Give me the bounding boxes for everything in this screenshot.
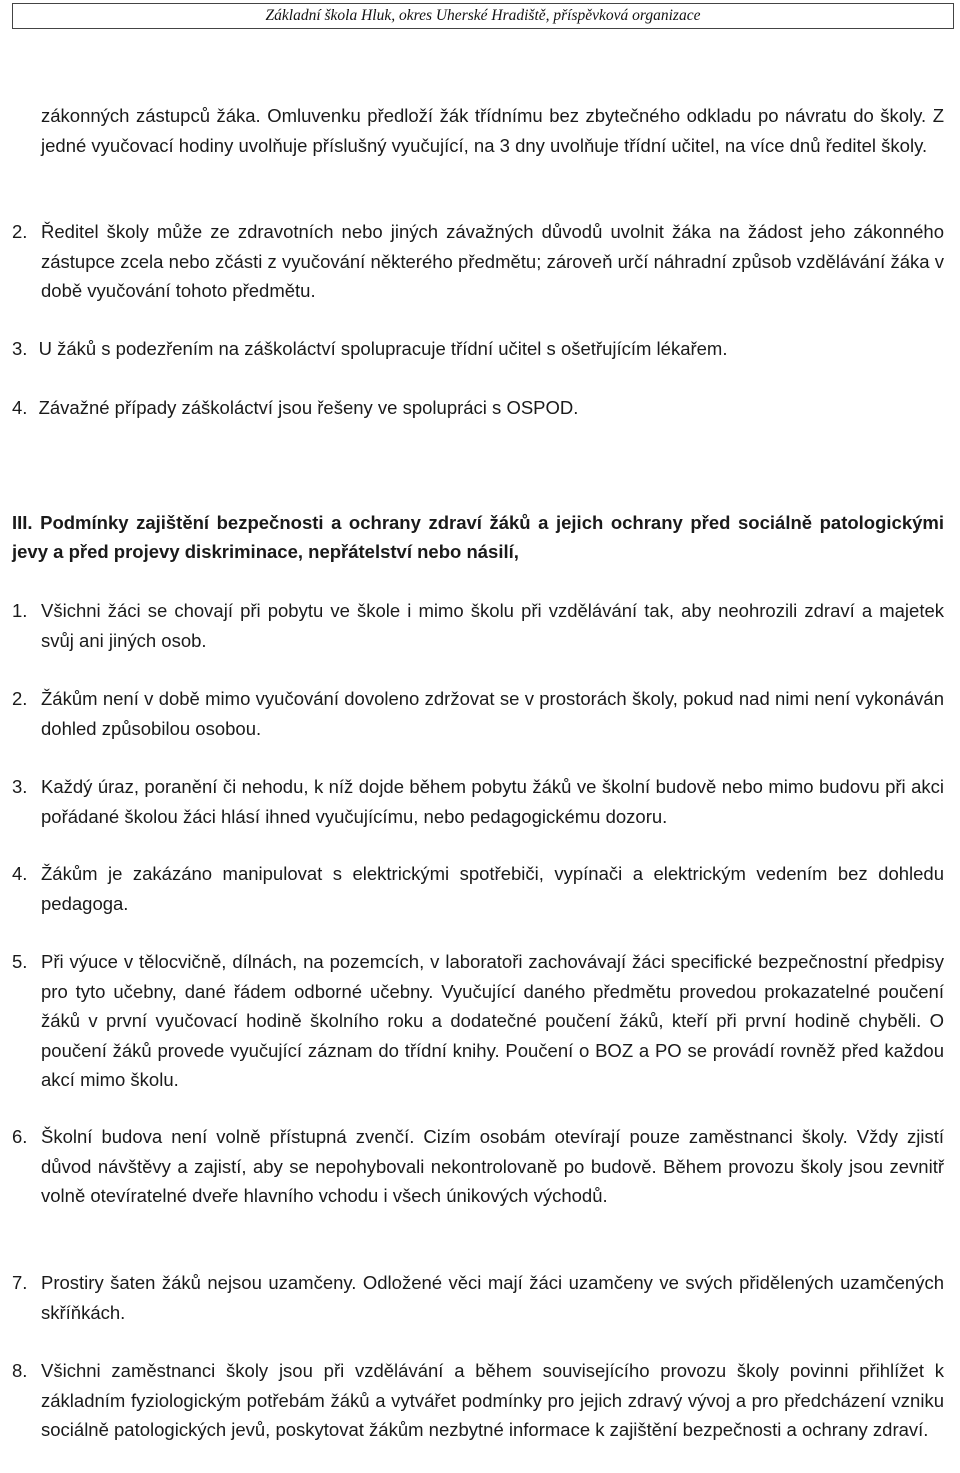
item-body: Ředitel školy může ze zdravotních nebo jiných závažných důvodů uvolnit žáka na žádost jeho zákonného zástupce zcela nebo zčásti z vyučování některého předmětu; zároveň určí náhradní způsob vzdělávání žáka v době vyučování tohoto předmětu.: [41, 221, 944, 301]
section-heading: III. Podmínky zajištění bezpečnosti a ochrany zdraví žáků a jejich ochrany před sociálně patologickými jevy a před projevy diskriminace, nepřátelství nebo násilí,: [12, 512, 944, 562]
list-item: [12, 393, 944, 423]
item-number: 6.: [12, 1126, 28, 1147]
document-header: [12, 3, 954, 29]
item-number: 5.: [12, 951, 28, 972]
item-number: 4.: [12, 397, 28, 418]
item-body: Všichni žáci se chovají při pobytu ve škole i mimo školu při vzdělávání tak, aby neohrozili zdraví a majetek svůj ani jiných osob.: [41, 600, 944, 651]
item-body: Každý úraz, poranění či nehodu, k níž dojde během pobytu žáků ve školní budově nebo mimo budovu při akci pořádané školou žáci hlásí ihned vyučujícímu, nebo pedagogickému dozoru.: [41, 776, 944, 827]
list-item: [12, 1268, 944, 1327]
header-title: Základní škola Hluk, okres Uherské Hradiště, příspěvková organizace: [265, 7, 701, 24]
item-body: U žáků s podezřením na záškoláctví spolupracuje třídní učitel s ošetřujícím lékařem.: [38, 338, 728, 359]
item-body: Při výuce v tělocvičně, dílnách, na pozemcích, v laboratoři zachovávají žáci specifické bezpečnostní předpisy pro tyto učebny, dané řádem odborné učebny. Vyučující daného předmětu provedou prokazatelné poučení žáků v první vyučovací hodině školního roku a dodatečné poučení žáků, kteří při první hodině chyběli. O poučení žáků provede vyučující záznam do třídní knihy. Poučení o BOZ a PO se provádí rovněž před každou akcí mimo školu.: [41, 951, 944, 1090]
item-number: 7.: [12, 1272, 28, 1293]
list-item: [12, 334, 944, 364]
list-item: [12, 947, 944, 1095]
list-item: [12, 859, 944, 918]
item-number: 3.: [12, 776, 28, 797]
list-item: [12, 1122, 944, 1211]
list-item: [12, 596, 944, 655]
list-item: [12, 684, 944, 743]
item-number: 4.: [12, 863, 28, 884]
item-body: Žákům je zakázáno manipulovat s elektrickými spotřebiči, vypínači a elektrickým vedením bez dohledu pedagoga.: [41, 863, 944, 914]
item-text: [12, 217, 944, 306]
item-number: 2.: [12, 221, 28, 242]
item-body: Žákům není v době mimo vyučování dovoleno zdržovat se v prostorách školy, pokud nad nimi není vykonáván dohled způsobilou osobou.: [41, 688, 944, 739]
list-item: [12, 1356, 944, 1445]
list-item: [12, 772, 944, 831]
continuation-paragraph: zákonných zástupců žáka. Omluvenku předloží žák třídnímu bez zbytečného odkladu po návratu do školy. Z jedné vyučovací hodiny uvolňuje příslušný vyučující, na 3 dny uvolňuje třídní učitel, na více dnů ředitel školy.: [41, 105, 944, 156]
item-body: Závažné případy záškoláctví jsou řešeny ve spolupráci s OSPOD.: [38, 397, 579, 418]
item-number: 3.: [12, 338, 28, 359]
item-body: Školní budova není volně přístupná zvenčí. Cizím osobám otevírají pouze zaměstnanci školy. Vždy zjistí důvod návštěvy a zajistí, aby se nepohybovali nekontrolovaně po budově. Během provozu školy jsou zevnitř volně otevíratelné dveře hlavního vchodu i všech únikových východů.: [41, 1126, 944, 1206]
item-body: Všichni zaměstnanci školy jsou při vzdělávání a během souvisejícího provozu školy povinni přihlížet k základním fyziologickým potřebám žáků a vytvářet podmínky pro jejich zdravý vývoj a pro předcházení vzniku sociálně patologických jevů, poskytovat žákům nezbytné informace k zajištění bezpečnosti a ochrany zdraví.: [41, 1360, 944, 1440]
item-body: Prostiry šaten žáků nejsou uzamčeny. Odložené věci mají žáci uzamčeny ve svých přidělených uzamčených skříňkách.: [41, 1272, 944, 1323]
item-number: 1.: [12, 600, 28, 621]
item-number: 2.: [12, 688, 28, 709]
item-number: 8.: [12, 1360, 28, 1381]
